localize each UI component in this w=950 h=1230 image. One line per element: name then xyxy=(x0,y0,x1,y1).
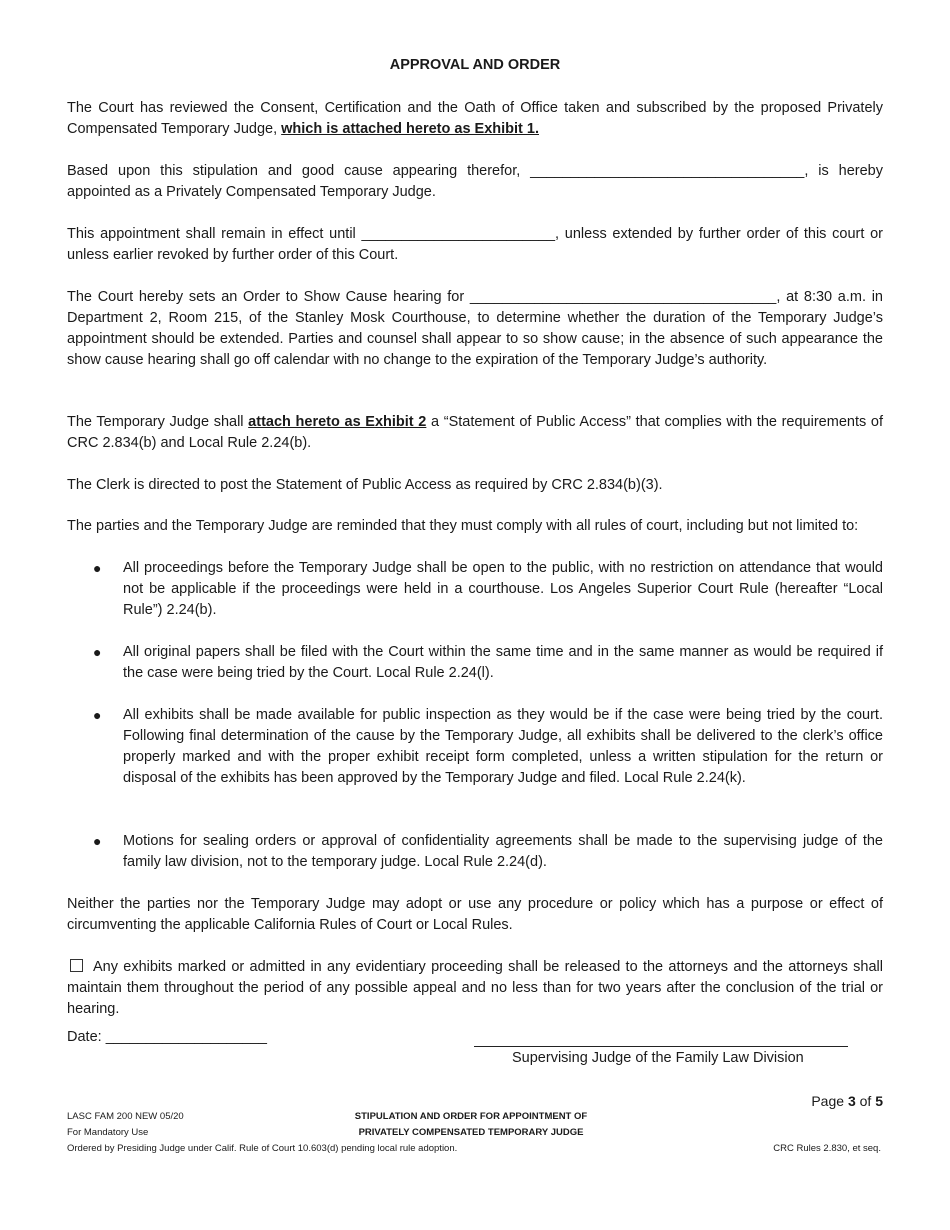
signature-line[interactable] xyxy=(474,1046,848,1047)
end-date-blank[interactable]: ________________________ xyxy=(361,226,556,242)
bullet-icon: ● xyxy=(93,560,102,576)
bullet-icon: ● xyxy=(93,707,102,723)
footer-usage: For Mandatory Use xyxy=(67,1127,149,1138)
page-current: 3 xyxy=(847,1093,856,1109)
paragraph-appointment-after: , is hereby appointed as a Privately Compensated Temporary Judge. xyxy=(67,163,883,200)
paragraph-duration xyxy=(67,224,883,266)
paragraph-exhibits-release xyxy=(67,957,883,1020)
paragraph-public-access-before: The Temporary Judge shall xyxy=(67,414,249,430)
paragraph-review xyxy=(67,98,883,140)
paragraph-exhibits-release-text: Any exhibits marked or admitted in any evidentiary proceeding shall be released to the attorneys and the attorneys shall maintain them throughout the period of any possible appeal and no less than for two years after the conclusion of the trial or hearing. xyxy=(67,959,883,1017)
signature-label: Supervising Judge of the Family Law Division xyxy=(512,1050,804,1066)
paragraph-appointment xyxy=(67,161,883,203)
paragraph-osc-after: , at 8:30 a.m. in Department 2, Room 215, of the Stanley Mosk Courthouse, to determine whether the duration of the Temporary Judge’s appointment should be extended. Parties and counsel shall appear to so show cause; in the absence of such appearance the show cause hearing shall go off calendar with no change to the expiration of the Temporary Judge’s authority. xyxy=(67,289,883,368)
footer-title-line-1: STIPULATION AND ORDER FOR APPOINTMENT OF xyxy=(354,1111,588,1122)
bullet-icon: ● xyxy=(93,644,102,660)
paragraph-public-access xyxy=(67,412,883,454)
footer-form-title xyxy=(297,1109,645,1141)
bullet-icon: ● xyxy=(93,833,102,849)
paragraph-reminder: The parties and the Temporary Judge are reminded that they must comply with all rules of court, including but not limited to: xyxy=(67,518,859,534)
paragraph-duration-after: , unless extended by further order of this court or unless earlier revoked by further order of this Court. xyxy=(67,226,883,263)
hearing-date-blank[interactable]: ______________________________________ xyxy=(469,289,777,305)
page-of: of xyxy=(855,1093,876,1109)
date-label: Date: xyxy=(67,1029,106,1045)
paragraph-osc-hearing xyxy=(67,287,883,371)
paragraph-clerk: The Clerk is directed to post the Statement of Public Access as required by CRC 2.834(b)(3). xyxy=(67,477,663,493)
paragraph-review-text: The Court has reviewed the Consent, Certification and the Oath of Office taken and subscribed by the proposed Privately Compensated Temporary Judge, xyxy=(67,100,883,137)
paragraph-public-access-after: a “Statement of Public Access” that complies with the requirements of CRC 2.834(b) and Local Rule 2.24(b). xyxy=(67,414,883,451)
list-item-text: All exhibits shall be made available for public inspection as they would be if the case were being tried by the court. Following final determination of the cause by the Temporary Judge, all exhibits shall be delivered to the clerk’s office properly marked and with the proper exhibit receipt form completed, unless a written stipulation for the return or disposal of the exhibits has been approved by the Temporary Judge and filed. Local Rule 2.24(k). xyxy=(123,707,883,786)
exhibit-1-reference: which is attached hereto as Exhibit 1. xyxy=(281,121,539,137)
paragraph-osc-before: The Court hereby sets an Order to Show Cause hearing for xyxy=(67,289,470,305)
page-number xyxy=(811,1093,883,1109)
exhibit-2-reference: attach hereto as Exhibit 2 xyxy=(248,414,427,430)
list-item-text: All proceedings before the Temporary Judge shall be open to the public, with no restriction on attendance that would not be applicable if the proceedings were held in a courthouse. Los Angeles Superior Court Rule (hereafter “Local Rule”) 2.24(b). xyxy=(123,560,883,618)
paragraph-duration-before: This appointment shall remain in effect until xyxy=(67,226,362,242)
footer-rules: CRC Rules 2.830, et seq. xyxy=(773,1143,881,1154)
footer-title-line-2: PRIVATELY COMPENSATED TEMPORARY JUDGE xyxy=(358,1127,584,1138)
page-title: APPROVAL AND ORDER xyxy=(389,57,561,73)
judge-name-blank[interactable]: __________________________________ xyxy=(530,163,805,179)
date-blank[interactable]: ____________________ xyxy=(105,1029,267,1045)
footer-ordered: Ordered by Presiding Judge under Calif. Rule of Court 10.603(d) pending local rule adoption. xyxy=(67,1143,458,1154)
date-field xyxy=(67,1029,267,1045)
paragraph-circumvention: Neither the parties nor the Temporary Judge may adopt or use any procedure or policy which has a purpose or effect of circumventing the applicable California Rules of Court or Local Rules. xyxy=(67,896,883,933)
exhibits-release-checkbox[interactable] xyxy=(70,959,83,972)
footer-form-id: LASC FAM 200 NEW 05/20 xyxy=(67,1111,184,1122)
list-item-text: All original papers shall be filed with the Court within the same time and in the same manner as would be required if the case were being tried by the Court. Local Rule 2.24(l). xyxy=(123,644,883,681)
paragraph-appointment-before: Based upon this stipulation and good cause appearing therefor, xyxy=(67,163,531,179)
page-total: 5 xyxy=(875,1093,883,1109)
list-item-text: Motions for sealing orders or approval of confidentiality agreements shall be made to the supervising judge of the family law division, not to the temporary judge. Local Rule 2.24(d). xyxy=(123,833,883,870)
page-prefix: Page xyxy=(811,1093,848,1109)
